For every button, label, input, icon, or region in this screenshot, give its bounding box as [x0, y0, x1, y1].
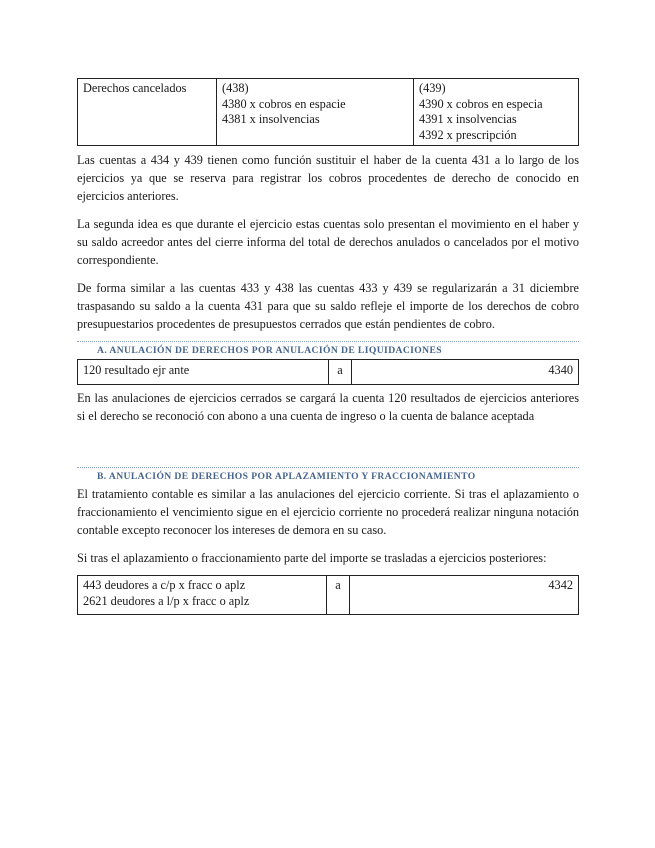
credit-account-cell: 4340 [352, 360, 579, 385]
account-439-cell [414, 79, 579, 146]
paragraph: Las cuentas a 434 y 439 tienen como función sustituir el haber de la cuenta 431 a lo largo de los ejercicios ya que se reserva para registrar los cobros procedentes de derecho de conocido en ejercicios anteriores. [77, 153, 579, 203]
table-row [78, 79, 579, 146]
table-row [78, 360, 579, 385]
journal-entry-table-a [77, 359, 579, 385]
table-row [78, 576, 579, 615]
cell-line: 4392 x prescripción [419, 127, 517, 142]
debit-account-cell: 120 resultado ejr ante [78, 360, 329, 385]
debit-accounts-cell [78, 576, 327, 615]
cell-line: 443 deudores a c/p x fracc o aplz [83, 578, 246, 592]
paragraph: En las anulaciones de ejercicios cerrados se cargará la cuenta 120 resultados de ejercicios anteriores si el derecho se reconoció con abono a una cuenta de ingreso o la cuenta de balance aceptada [77, 391, 579, 423]
paragraph: De forma similar a las cuentas 433 y 438 las cuentas 433 y 439 se regularizarán a 31 diciembre traspasando su saldo a la cuenta 431 para que su saldo refleje el importe de los derechos de cobro presupuestarios procedentes de presupuestos cerrados que están pendientes de cobro. [77, 281, 579, 331]
separator-cell: a [329, 360, 352, 385]
credit-account-cell: 4342 [350, 576, 579, 615]
accounts-table [77, 78, 579, 146]
cell-line: 4390 x cobros en especia [419, 96, 543, 111]
paragraph: Si tras el aplazamiento o fraccionamiento parte del importe se trasladas a ejercicios posteriores: [77, 551, 547, 565]
cancelled-rights-label: Derechos cancelados [83, 81, 187, 95]
cell-line: 4381 x insolvencias [222, 112, 320, 126]
section-a-heading: A. ANULACIÓN DE DERECHOS POR ANULACIÓN DE LIQUIDACIONES [77, 341, 579, 359]
separator-cell: a [327, 576, 350, 615]
document-page [77, 78, 579, 615]
account-438-cell [217, 79, 414, 146]
table-label-cell [78, 79, 217, 146]
journal-entry-table-b [77, 575, 579, 615]
section-b-heading: B. ANULACIÓN DE DERECHOS POR APLAZAMIENTO Y FRACCIONAMIENTO [77, 467, 579, 485]
paragraph: El tratamiento contable es similar a las anulaciones del ejercicio corriente. Si tras el aplazamiento o fraccionamiento el vencimiento sigue en el ejercicio corriente no procederá realizar ninguna notación contable excepto reconocer los intereses de demora en su caso. [77, 487, 579, 537]
cell-line: (438) [222, 81, 249, 95]
cell-line: (439) [419, 81, 446, 95]
cell-line: 2621 deudores a l/p x fracc o aplz [83, 593, 250, 608]
cell-line: 4391 x insolvencias [419, 112, 517, 126]
cell-line: 4380 x cobros en espacie [222, 96, 346, 111]
paragraph: La segunda idea es que durante el ejercicio estas cuentas solo presentan el movimiento en el haber y su saldo acreedor antes del cierre informa del total de derechos anulados o cancelados por el motivo correspondiente. [77, 217, 579, 267]
